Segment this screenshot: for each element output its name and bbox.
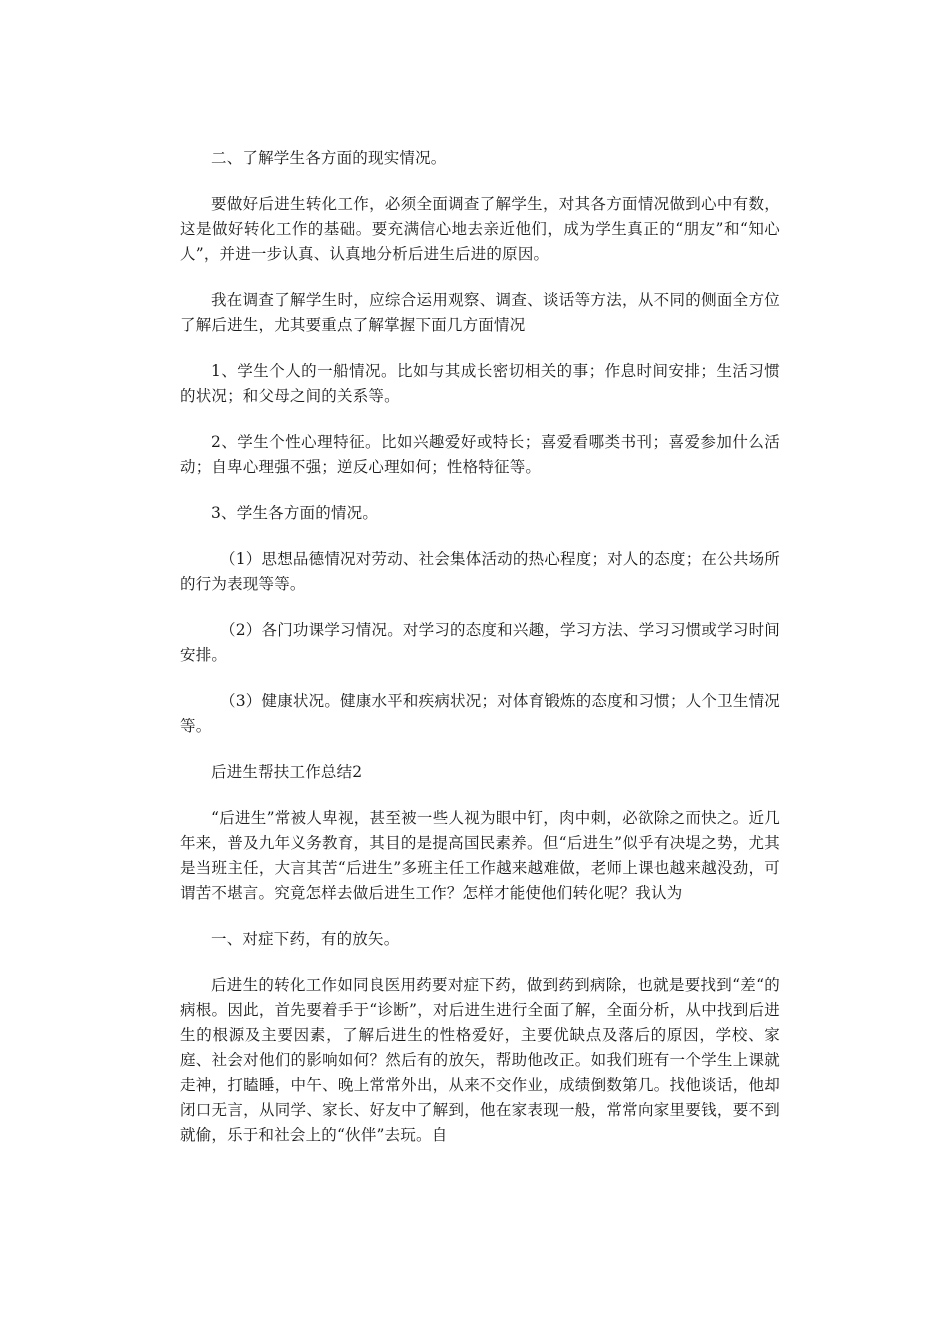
paragraph-investigate-students: 要做好后进生转化工作，必须全面调查了解学生，对其各方面情况做到心中有数，这是做好转化工作的基础。要充满信心地去亲近他们，成为学生真正的“朋友”和“知心人”，并进一步认真、认真地分析后进生后进的原因。: [180, 195, 780, 263]
document-body: [180, 146, 780, 1169]
list-item-psychological-traits: 2、学生个性心理特征。比如兴趣爱好或特长；喜爱看哪类书刊；喜爱参加什么活动；自卑心理强不强；逆反心理如何；性格特征等。: [180, 433, 780, 476]
paragraph-underachievers-intro: “后进生”常被人卑视，甚至被一些人视为眼中钉，肉中刺，必欲除之而快之。近几年来，普及九年义务教育，其目的是提高国民素养。但“后进生”似乎有决堤之势，尤其是当班主任，大言其苦“后进生”多班主任工作越来越难做，老师上课也越来越没劲，可谓苦不堪言。究竟怎样去做后进生工作？怎样才能使他们转化呢？我认为: [180, 809, 780, 902]
section-heading-understand-students: 二、了解学生各方面的现实情况。: [211, 149, 447, 167]
paragraph-investigation-methods: 我在调查了解学生时，应综合运用观察、调查、谈话等方法，从不同的侧面全方位了解后进生，尤其要重点了解掌握下面几方面情况: [180, 291, 780, 334]
sub-item-study-situation: （2）各门功课学习情况。对学习的态度和兴趣，学习方法、学习习惯或学习时间安排。: [180, 621, 780, 664]
sub-item-health-status: （3）健康状况。健康水平和疾病状况；对体育锻炼的态度和习惯；人个卫生情况等。: [180, 692, 780, 735]
section-title-summary-2: 后进生帮扶工作总结2: [211, 763, 363, 781]
paragraph-diagnosis-example: 后进生的转化工作如同良医用药要对症下药，做到药到病除，也就是要找到“差“的病根。因此，首先要着手于“诊断”，对后进生进行全面了解，全面分析，从中找到后进生的根源及主要因素，了解后进生的性格爱好，主要优缺点及落后的原因，学校、家庭、社会对他们的影响如何？然后有的放矢，帮助他改正。如我们班有一个学生上课就走神，打瞌睡，中午、晚上常常外出，从来不交作业，成绩倒数第几。找他谈话，他却闭口无言，从同学、家长、好友中了解到，他在家表现一般，常常向家里要钱，要不到就偷，乐于和社会上的“伙伴”去玩。自: [180, 976, 780, 1144]
sub-item-moral-character: （1）思想品德情况对劳动、社会集体活动的热心程度；对人的态度；在公共场所的行为表现等等。: [180, 550, 780, 593]
section-heading-targeted-remedy: 一、对症下药，有的放矢。: [211, 930, 400, 948]
list-item-all-aspects: 3、学生各方面的情况。: [211, 504, 379, 522]
list-item-personal-situation: 1、学生个人的一船情况。比如与其成长密切相关的事；作息时间安排；生活习惯的状况；和父母之间的关系等。: [180, 362, 780, 405]
